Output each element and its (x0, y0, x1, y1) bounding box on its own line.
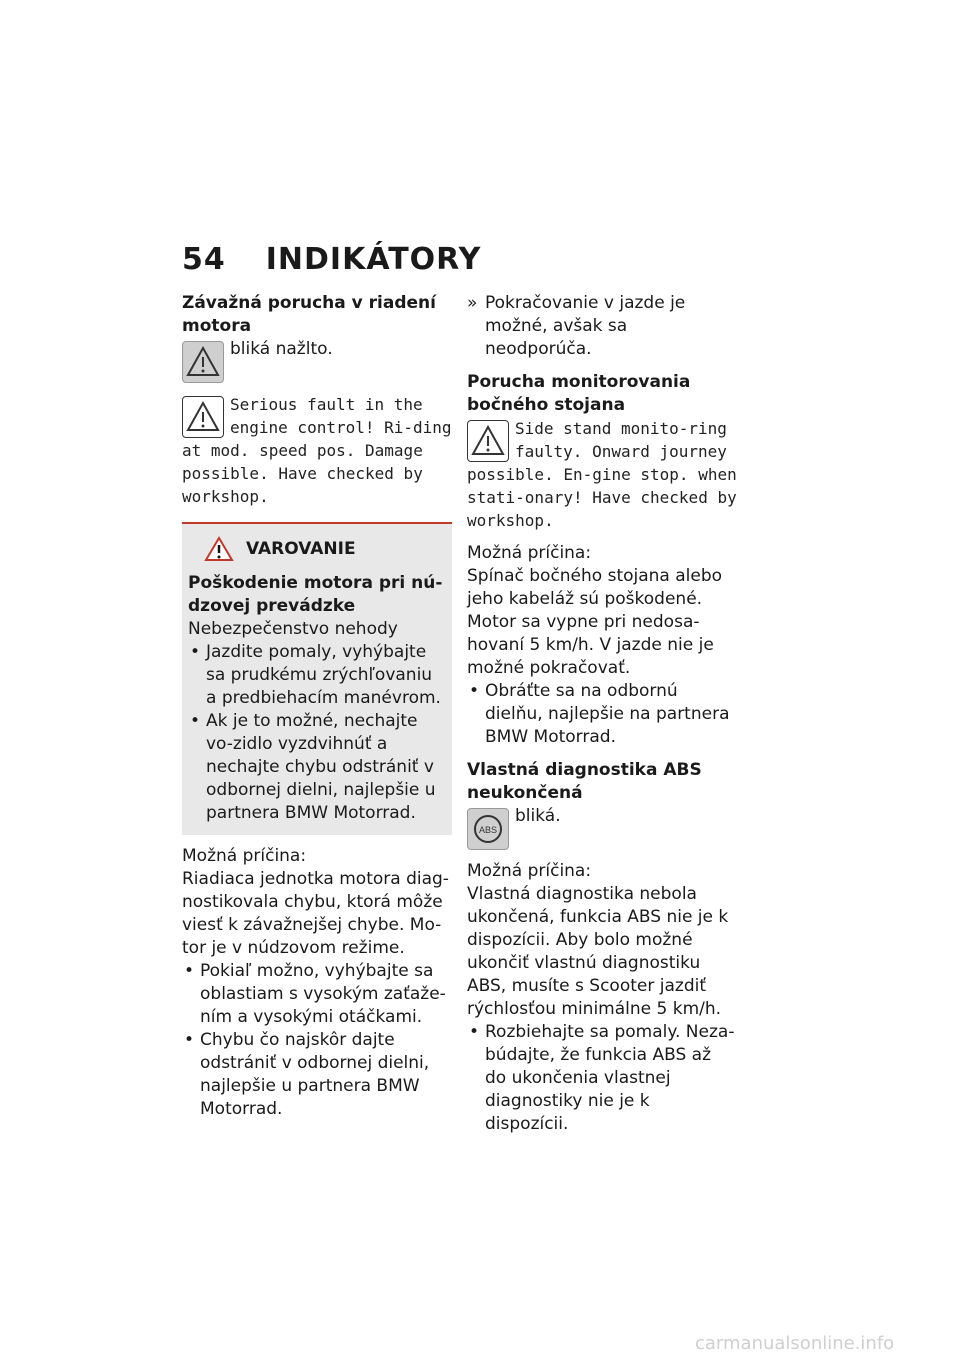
warning-box (182, 522, 452, 835)
right-column (467, 292, 737, 1136)
abs-icon (467, 808, 509, 850)
list-item: » Pokračovanie v jazde je možné, avšak sa neodporúča. (467, 292, 737, 361)
watermark: carmanualsonline.info (695, 1333, 895, 1354)
cause-text: Vlastná diagnostika nebola ukončená, funkcia ABS nie je k dispozícii. Aby bolo možné ukončiť vlastnú diagnostiku ABS, musíte s Scooter jazdiť rýchlosťou minimálne 5 km/h. (467, 884, 729, 1019)
blink-row (182, 338, 452, 383)
page-title: INDIKÁTORY (265, 242, 482, 277)
action-list (182, 960, 452, 1121)
cause-text: Riadiaca jednotka motora diag-nostikovala chybu, ktorá môže viesť k závažnejšej chybe. Mo-tor je v núdzovom režime. (182, 869, 449, 958)
display-message (467, 417, 737, 532)
blink-text: bliká. (515, 806, 561, 826)
blink-text: bliká nažlto. (230, 339, 333, 359)
cause-label: Možná príčina: (467, 861, 592, 881)
list-item: • Obráťte sa na odbornú dielňu, najlepšie na partnera BMW Motorrad. (467, 680, 737, 749)
warning-icon (182, 341, 224, 383)
section-title-side-stand: Porucha monitorovania bočného stojana (467, 372, 691, 415)
left-column (182, 292, 452, 1121)
page-header (182, 242, 481, 277)
warning-title: Poškodenie motora pri nú-dzovej prevádzke (188, 573, 443, 616)
warning-icon-outline (182, 396, 224, 438)
warning-list (188, 641, 446, 825)
cause-text: Spínač bočného stojana alebo jeho kabeláž sú poškodené. Motor sa vypne pri nedosa-hovaní 5 km/h. V jazde nie je možné pokračovať. (467, 566, 723, 678)
display-text: Side stand monito-ring faulty. Onward journey possible. En-gine stop. when stati-onary! Have checked by workshop. (467, 419, 737, 530)
action-list (467, 680, 737, 749)
page-number: 54 (182, 242, 226, 277)
section-title-abs: Vlastná diagnostika ABS neukončená (467, 760, 702, 803)
display-message (182, 393, 452, 508)
warning-header (204, 536, 446, 562)
warning-icon-outline (467, 420, 509, 462)
list-item: • Pokiaľ možno, vyhýbajte sa oblastiam s vysokým zaťaže-ním a vysokými otáčkami. (182, 960, 452, 1029)
cause-label: Možná príčina: (182, 846, 307, 866)
svg-text:ABS: ABS (478, 825, 498, 835)
warning-subtitle: Nebezpečenstvo nehody (188, 619, 398, 639)
list-item: • Chybu čo najskôr dajte odstrániť v odbornej dielni, najlepšie u partnera BMW Motorrad. (182, 1029, 452, 1121)
list-item: • Ak je to možné, nechajte vo-zidlo vyzdvihnúť a nechajte chybu odstrániť v odbornej dielni, najlepšie u partnera BMW Motorrad. (188, 710, 446, 825)
blink-row (467, 805, 737, 850)
list-item: • Jazdite pomaly, vyhýbajte sa prudkému zrýchľovaniu a predbiehacím manévrom. (188, 641, 446, 710)
continue-list (467, 292, 737, 361)
action-list (467, 1021, 737, 1136)
display-text: Serious fault in the engine control! Ri-ding at mod. speed pos. Damage possible. Have checked by workshop. (182, 395, 452, 506)
section-title-engine-fault: Závažná porucha v riadení motora (182, 293, 436, 336)
danger-icon (204, 536, 234, 562)
cause-label: Možná príčina: (467, 543, 592, 563)
list-item: • Rozbiehajte sa pomaly. Neza-búdajte, že funkcia ABS až do ukončenia vlastnej diagnostiky nie je k dispozícii. (467, 1021, 737, 1136)
warning-label: VAROVANIE (246, 538, 356, 559)
